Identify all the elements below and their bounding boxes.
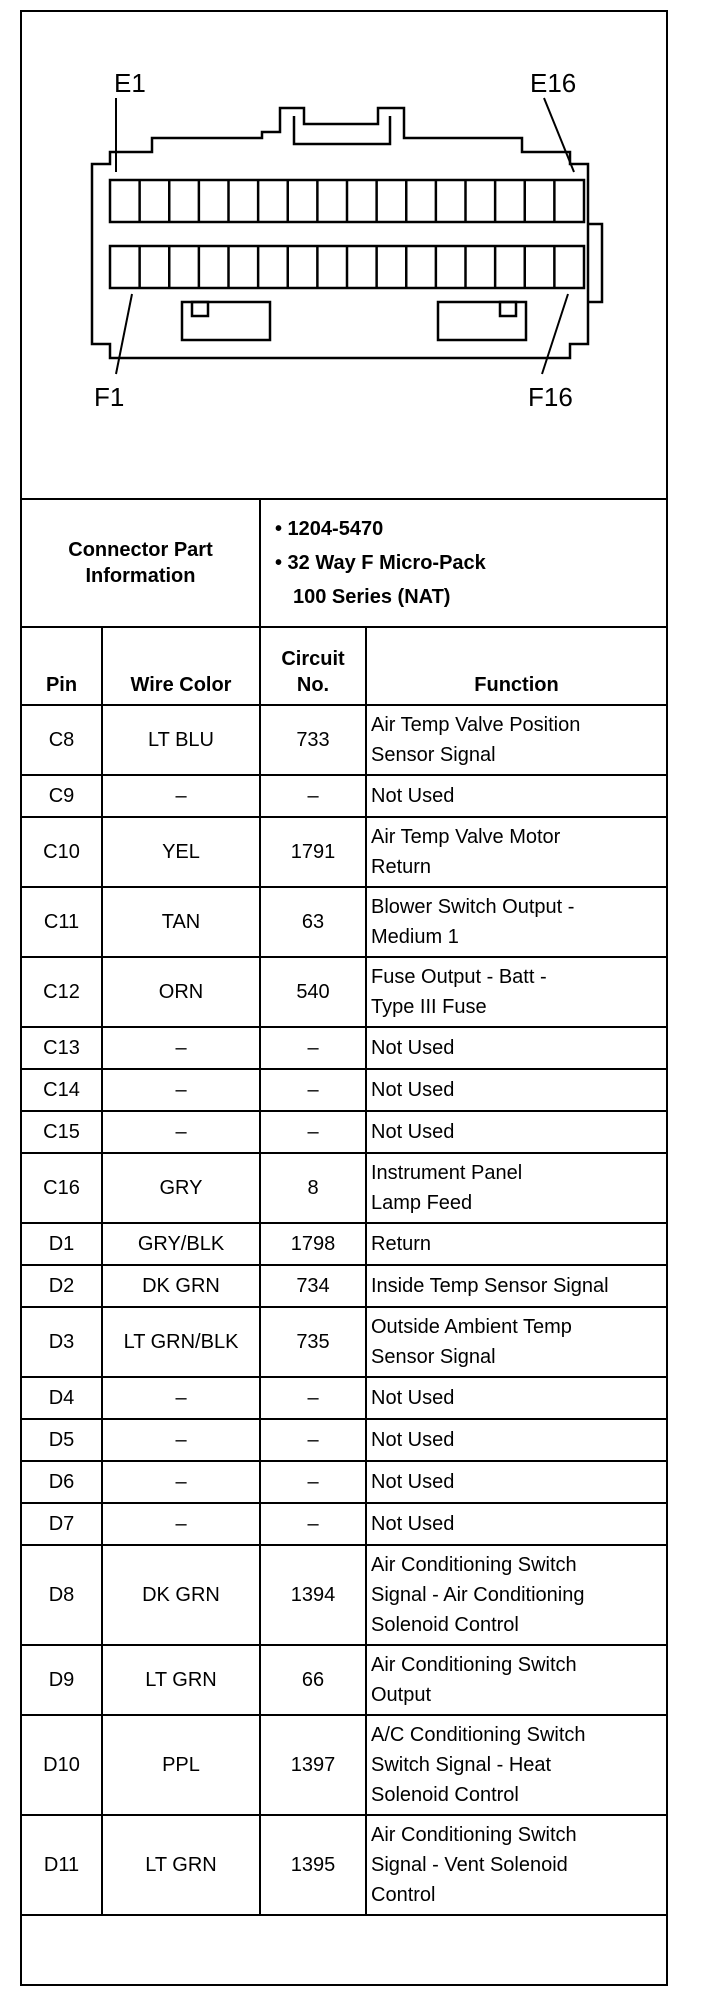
function-line: Not Used xyxy=(371,785,455,807)
table-row xyxy=(22,1111,666,1153)
function-cell xyxy=(366,1307,666,1377)
wire-color-cell: LT BLU xyxy=(102,705,260,775)
function-line: Air Conditioning Switch xyxy=(371,1654,577,1676)
wire-color-cell: – xyxy=(102,775,260,817)
function-line: Air Temp Valve Position xyxy=(371,714,581,736)
circuit-cell: 1397 xyxy=(260,1715,366,1815)
function-line: Control xyxy=(371,1884,436,1906)
function-cell xyxy=(366,1377,666,1419)
connector-diagram xyxy=(22,12,666,500)
function-line: Outside Ambient Temp xyxy=(371,1316,572,1338)
wire-color-cell: ORN xyxy=(102,957,260,1027)
connector-part-number: • 1204-5470 xyxy=(275,518,384,540)
wire-color-cell: LT GRN xyxy=(102,1645,260,1715)
function-cell xyxy=(366,1223,666,1265)
lock-slot-left xyxy=(182,302,270,340)
table-row xyxy=(22,1815,666,1915)
function-cell xyxy=(366,705,666,775)
pin-cell: C16 xyxy=(22,1153,102,1223)
function-line: Not Used xyxy=(371,1037,455,1059)
table-row xyxy=(22,957,666,1027)
table-row xyxy=(22,775,666,817)
function-line: Air Conditioning Switch xyxy=(371,1824,577,1846)
function-line: Solenoid Control xyxy=(371,1614,519,1636)
header-circuit: Circuit No. xyxy=(260,627,366,705)
table-row xyxy=(22,1223,666,1265)
wire-color-cell: – xyxy=(102,1461,260,1503)
circuit-cell: 1394 xyxy=(260,1545,366,1645)
wire-color-cell: – xyxy=(102,1111,260,1153)
connector-drawing xyxy=(22,12,666,498)
wire-color-cell: LT GRN xyxy=(102,1815,260,1915)
circuit-cell: 735 xyxy=(260,1307,366,1377)
function-cell xyxy=(366,1815,666,1915)
circuit-cell: – xyxy=(260,1419,366,1461)
header-function: Function xyxy=(366,627,666,705)
function-cell xyxy=(366,1715,666,1815)
function-line: Return xyxy=(371,1233,432,1255)
circuit-cell: – xyxy=(260,1461,366,1503)
wire-color-cell: – xyxy=(102,1027,260,1069)
function-line: Lamp Feed xyxy=(371,1192,473,1214)
housing-outline xyxy=(92,108,588,358)
circuit-cell: 540 xyxy=(260,957,366,1027)
function-cell xyxy=(366,1111,666,1153)
circuit-cell: 734 xyxy=(260,1265,366,1307)
table-row xyxy=(22,705,666,775)
function-line: Not Used xyxy=(371,1471,455,1493)
pin-cell: C12 xyxy=(22,957,102,1027)
wire-color-cell: PPL xyxy=(102,1715,260,1815)
table-row xyxy=(22,1027,666,1069)
wire-color-cell: – xyxy=(102,1377,260,1419)
function-cell xyxy=(366,775,666,817)
function-line: Solenoid Control xyxy=(371,1784,519,1806)
pin-cell: D11 xyxy=(22,1815,102,1915)
wire-color-cell: YEL xyxy=(102,817,260,887)
wire-color-cell: – xyxy=(102,1069,260,1111)
wire-color-cell: – xyxy=(102,1419,260,1461)
table-row xyxy=(22,1069,666,1111)
function-cell xyxy=(366,1153,666,1223)
function-line: Sensor Signal xyxy=(371,1346,496,1368)
pin-cell: D9 xyxy=(22,1645,102,1715)
function-cell xyxy=(366,1645,666,1715)
function-line: Return xyxy=(371,856,432,878)
table-row xyxy=(22,1715,666,1815)
function-line: Output xyxy=(371,1684,432,1706)
function-line: Not Used xyxy=(371,1387,455,1409)
pin-cell: D6 xyxy=(22,1461,102,1503)
circuit-cell: – xyxy=(260,775,366,817)
table-row xyxy=(22,1461,666,1503)
function-line: Air Temp Valve Motor xyxy=(371,826,561,848)
circuit-cell: – xyxy=(260,1111,366,1153)
function-cell xyxy=(366,887,666,957)
pinout-table xyxy=(22,498,666,1916)
pin-cell: C9 xyxy=(22,775,102,817)
table-row xyxy=(22,1307,666,1377)
function-line: Sensor Signal xyxy=(371,744,496,766)
label-e1: E1 xyxy=(114,68,146,98)
lock-slot-right xyxy=(438,302,526,340)
circuit-cell: 1395 xyxy=(260,1815,366,1915)
latch-outline xyxy=(294,116,390,144)
connector-info-label: Connector Part Information xyxy=(22,499,260,627)
table-row xyxy=(22,1377,666,1419)
circuit-cell: – xyxy=(260,1069,366,1111)
connector-type: • 32 Way F Micro-Pack xyxy=(275,552,486,574)
pin-cell: D10 xyxy=(22,1715,102,1815)
leader-lines xyxy=(116,98,574,374)
pin-cell: D2 xyxy=(22,1265,102,1307)
pin-cell: D1 xyxy=(22,1223,102,1265)
pin-cell: C8 xyxy=(22,705,102,775)
wire-color-cell: DK GRN xyxy=(102,1265,260,1307)
pin-cell: D8 xyxy=(22,1545,102,1645)
function-cell xyxy=(366,1419,666,1461)
function-line: Air Conditioning Switch xyxy=(371,1554,577,1576)
pin-cell: D7 xyxy=(22,1503,102,1545)
side-tab xyxy=(588,224,602,302)
function-cell xyxy=(366,1503,666,1545)
label-f1: F1 xyxy=(94,382,125,412)
pin-cell: D3 xyxy=(22,1307,102,1377)
table-row xyxy=(22,1503,666,1545)
circuit-cell: 733 xyxy=(260,705,366,775)
function-cell xyxy=(366,817,666,887)
function-cell xyxy=(366,957,666,1027)
connector-info-values xyxy=(260,499,666,627)
table-row xyxy=(22,1545,666,1645)
function-line: Signal - Air Conditioning xyxy=(371,1584,585,1606)
function-line: Switch Signal - Heat xyxy=(371,1754,552,1776)
label-e16: E16 xyxy=(530,68,577,98)
circuit-cell: 1791 xyxy=(260,817,366,887)
table-row xyxy=(22,1419,666,1461)
function-line: Signal - Vent Solenoid xyxy=(371,1854,568,1876)
function-line: Not Used xyxy=(371,1429,455,1451)
header-row xyxy=(22,627,666,705)
function-cell xyxy=(366,1027,666,1069)
table-row xyxy=(22,887,666,957)
function-line: Type III Fuse xyxy=(371,996,487,1018)
function-line: Not Used xyxy=(371,1121,455,1143)
wire-color-cell: TAN xyxy=(102,887,260,957)
wire-color-cell: – xyxy=(102,1503,260,1545)
circuit-cell: – xyxy=(260,1503,366,1545)
header-pin: Pin xyxy=(22,627,102,705)
function-line: Fuse Output - Batt - xyxy=(371,966,547,988)
function-cell xyxy=(366,1069,666,1111)
pin-cell: C11 xyxy=(22,887,102,957)
wire-color-cell: GRY xyxy=(102,1153,260,1223)
circuit-cell: 63 xyxy=(260,887,366,957)
table-row xyxy=(22,1645,666,1715)
connector-series: 100 Series (NAT) xyxy=(293,586,451,608)
header-wire-color: Wire Color xyxy=(102,627,260,705)
pin-cell: C13 xyxy=(22,1027,102,1069)
pin-cell: D4 xyxy=(22,1377,102,1419)
circuit-cell: – xyxy=(260,1377,366,1419)
label-f16: F16 xyxy=(528,382,573,412)
pin-cell: C15 xyxy=(22,1111,102,1153)
function-line: A/C Conditioning Switch xyxy=(371,1724,586,1746)
table-row xyxy=(22,1265,666,1307)
pin-cell: C14 xyxy=(22,1069,102,1111)
function-cell xyxy=(366,1545,666,1645)
function-line: Not Used xyxy=(371,1079,455,1101)
connector-info-row xyxy=(22,499,666,627)
wire-color-cell: LT GRN/BLK xyxy=(102,1307,260,1377)
function-line: Inside Temp Sensor Signal xyxy=(371,1275,609,1297)
cavity-dividers xyxy=(140,180,555,288)
wire-color-cell: DK GRN xyxy=(102,1545,260,1645)
function-line: Not Used xyxy=(371,1513,455,1535)
function-cell xyxy=(366,1461,666,1503)
circuit-cell: 1798 xyxy=(260,1223,366,1265)
circuit-cell: – xyxy=(260,1027,366,1069)
wire-color-cell: GRY/BLK xyxy=(102,1223,260,1265)
circuit-cell: 66 xyxy=(260,1645,366,1715)
function-line: Blower Switch Output - xyxy=(371,896,575,918)
pin-cell: D5 xyxy=(22,1419,102,1461)
function-line: Instrument Panel xyxy=(371,1162,523,1184)
connector-sheet xyxy=(20,10,668,1986)
circuit-cell: 8 xyxy=(260,1153,366,1223)
table-row xyxy=(22,817,666,887)
function-cell xyxy=(366,1265,666,1307)
pin-cell: C10 xyxy=(22,817,102,887)
function-line: Medium 1 xyxy=(371,926,459,948)
table-row xyxy=(22,1153,666,1223)
